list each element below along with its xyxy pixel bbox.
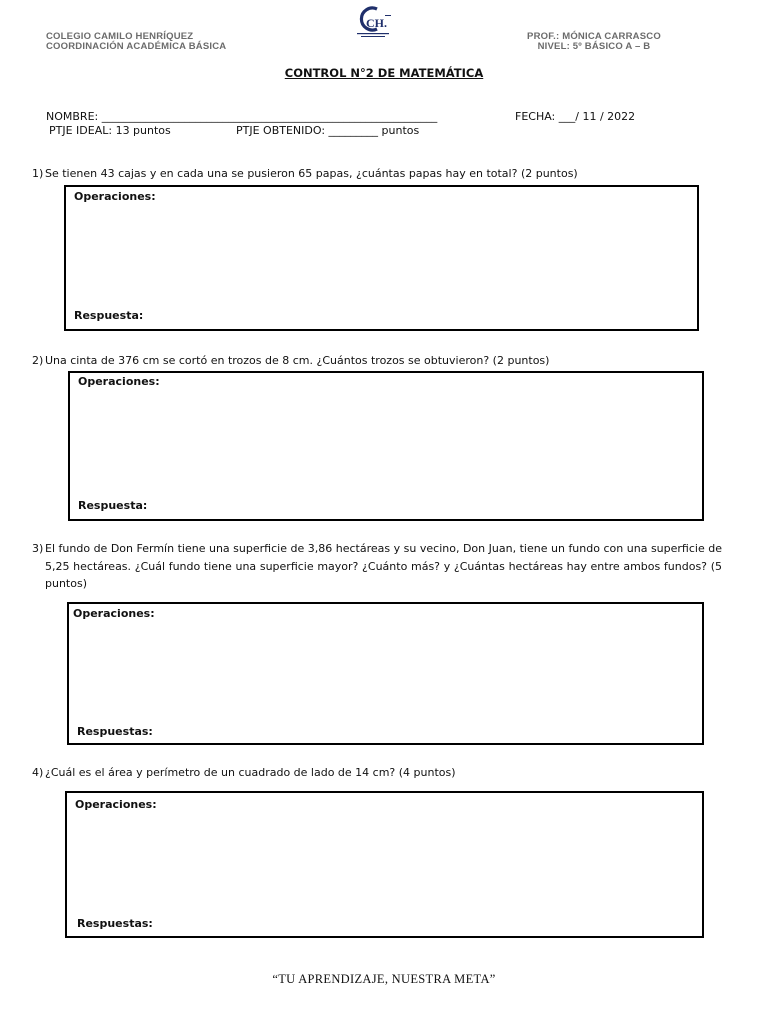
school-coordination: COORDINACIÓN ACADÉMICA BÁSICA (46, 41, 227, 52)
class-level: NIVEL: 5º BÁSICO A – B (537, 41, 651, 52)
answer-label: Respuesta: (78, 499, 148, 512)
answer-label: Respuestas: (77, 725, 153, 738)
question-4 (32, 764, 732, 781)
operations-label: Operaciones: (73, 607, 155, 620)
school-logo-icon (352, 3, 394, 43)
answer-box-3[interactable] (67, 602, 704, 745)
answer-box-2[interactable] (68, 371, 704, 521)
answer-box-4[interactable] (65, 791, 704, 938)
question-text: El fundo de Don Fermín tiene una superficie de 3,86 hectáreas y su vecino, Don Juan, tiene un fundo con una superficie de 5,25 hectáreas. ¿Cuál fundo tiene una superficie mayor? ¿Cuánto más? y ¿Cuántas hectáreas hay entre ambos fundos? (5 puntos) (45, 542, 722, 590)
operations-label: Operaciones: (75, 798, 157, 811)
page-title: CONTROL N°2 DE MATEMÁTICA (284, 66, 484, 80)
teacher-name: PROF.: MÓNICA CARRASCO (527, 31, 661, 42)
question-number: 1) (32, 167, 44, 180)
question-number: 4) (32, 766, 44, 779)
answer-label: Respuesta: (74, 309, 144, 322)
question-text: ¿Cuál es el área y perímetro de un cuadrado de lado de 14 cm? (4 puntos) (45, 766, 456, 779)
school-header (46, 32, 226, 52)
answer-label: Respuestas: (77, 917, 153, 930)
question-number: 2) (32, 354, 44, 367)
question-3 (32, 540, 722, 592)
school-name: COLEGIO CAMILO HENRÍQUEZ (46, 31, 194, 42)
answer-box-1[interactable] (64, 185, 699, 331)
logo-letters: CH. (366, 16, 387, 30)
question-text: Se tienen 43 cajas y en cada una se pusieron 65 papas, ¿cuántas papas hay en total? (2 puntos) (45, 167, 578, 180)
question-text: Una cinta de 376 cm se cortó en trozos de 8 cm. ¿Cuántos trozos se obtuvieron? (2 puntos) (45, 354, 550, 367)
operations-label: Operaciones: (78, 375, 160, 388)
obtained-score-field[interactable]: PTJE OBTENIDO: _________ puntos (236, 124, 420, 137)
ideal-score: PTJE IDEAL: 13 puntos (49, 124, 171, 137)
question-number: 3) (32, 542, 44, 555)
name-field[interactable]: NOMBRE: _____________________________________________________________ (46, 110, 438, 123)
date-field[interactable]: FECHA: ___/ 11 / 2022 (515, 110, 636, 123)
teacher-header (500, 32, 688, 52)
question-1 (32, 165, 732, 182)
operations-label: Operaciones: (74, 190, 156, 203)
question-2 (32, 352, 732, 369)
school-motto: “TU APRENDIZAJE, NUESTRA META” (272, 972, 496, 986)
